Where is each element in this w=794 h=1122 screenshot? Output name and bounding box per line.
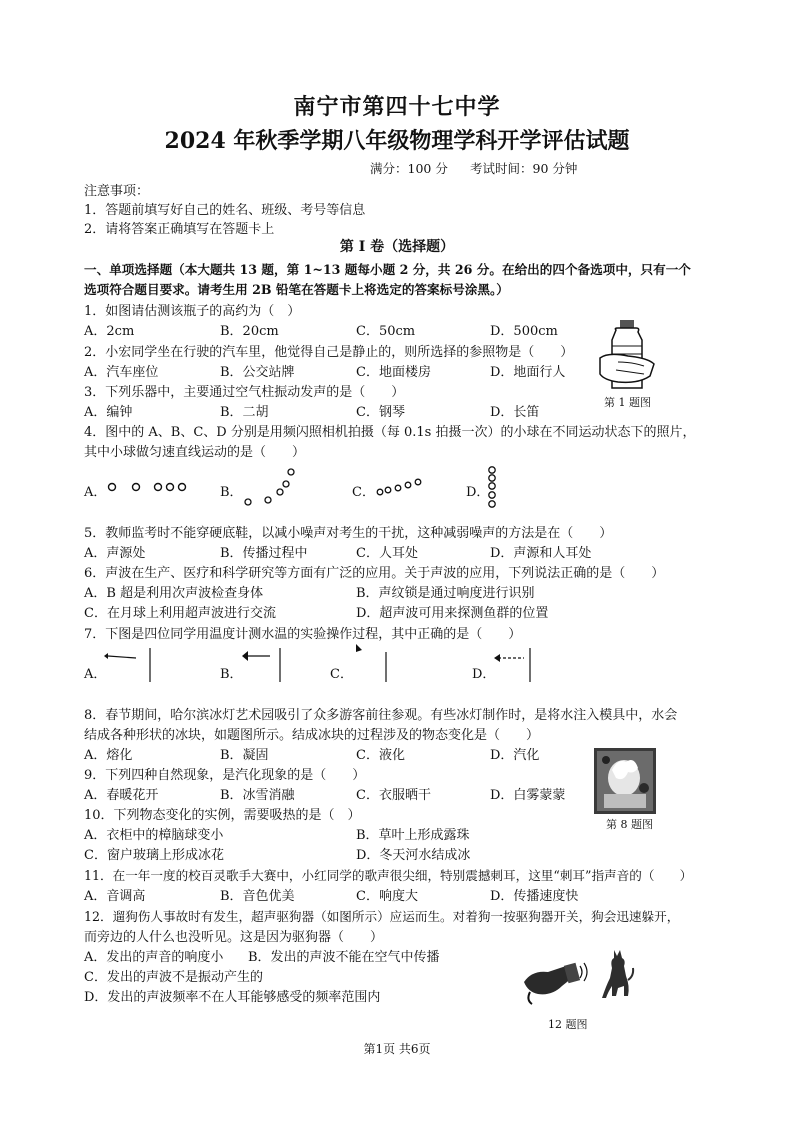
q10-option-c: C．窗户玻璃上形成冰花 <box>84 848 224 863</box>
q10-option-a: A．衣柜中的樟脑球变小 <box>84 828 224 843</box>
ice-lantern-photo <box>594 748 656 814</box>
q3-option-c: C．钢琴 <box>356 405 405 420</box>
q7-option-c-thermometer <box>350 640 400 686</box>
figure-8-caption: 第 8 题图 <box>606 818 653 831</box>
q7-option-a-thermometer <box>104 646 164 686</box>
q8-stem: 结成各种形状的冰块，如题图所示。结成冰块的过程涉及的物态变化是（ ） <box>84 728 540 743</box>
q3-option-a: A．编钟 <box>84 405 133 420</box>
figure-1-caption: 第 1 题图 <box>604 396 651 409</box>
q2-option-b: B．公交站牌 <box>220 365 295 380</box>
q1-option-d: D．500cm <box>490 324 558 339</box>
q5-option-c: C．人耳处 <box>356 546 418 561</box>
q2-stem: 2．小宏同学坐在行驶的汽车里，他觉得自己是静止的，则所选择的参照物是（ ） <box>84 345 574 360</box>
q4-option-c-figure <box>372 476 432 498</box>
q12-option-c: C．发出的声波不是振动产生的 <box>84 970 263 985</box>
q11-option-b: B．音色优美 <box>220 889 295 904</box>
q6-option-a: A．B 超是利用次声波检查身体 <box>84 586 264 601</box>
q1-option-c: C．50cm <box>356 324 416 339</box>
q3-option-d: D．长笛 <box>490 405 540 420</box>
q7-option-c: C． <box>330 667 353 682</box>
note-item: 1．答题前填写好自己的姓名、班级、考号等信息 <box>84 203 366 218</box>
q11-option-a: A．音调高 <box>84 889 146 904</box>
q3-option-b: B．二胡 <box>220 405 269 420</box>
bottle-hand-figure <box>598 318 668 394</box>
q4-option-c: C． <box>352 485 375 500</box>
q7-option-b: B． <box>220 667 243 682</box>
q1-option-a: A．2cm <box>84 324 135 339</box>
q9-option-a: A．春暖花开 <box>84 788 159 803</box>
q10-option-b: B．草叶上形成露珠 <box>356 828 470 843</box>
q12-stem: 而旁边的人什么也没听见。这是因为驱狗器（ ） <box>84 930 384 945</box>
q12-option-a: A．发出的声音的响度小 <box>84 950 224 965</box>
figure-12-caption: 12 题图 <box>548 1018 588 1031</box>
q4-option-d-figure <box>484 464 500 512</box>
page-number: 第1页 共6页 <box>363 1042 431 1056</box>
q8-option-a: A．熔化 <box>84 748 133 763</box>
q2-option-d: D．地面行人 <box>490 365 566 380</box>
q1-option-b: B．20cm <box>220 324 279 339</box>
notes-heading: 注意事项： <box>84 184 150 199</box>
q6-option-b: B．声纹锁是通过响度进行识别 <box>356 586 535 601</box>
q2-option-c: C．地面楼房 <box>356 365 431 380</box>
q11-option-d: D．传播速度快 <box>490 889 579 904</box>
q5-stem: 5．教师监考时不能穿硬底鞋，以减小噪声对考生的干扰，这种减弱噪声的方法是在（ ） <box>84 526 613 541</box>
q3-stem: 3．下列乐器中，主要通过空气柱振动发声的是（ ） <box>84 385 405 400</box>
section-title: 第 I 卷（选择题） <box>339 239 455 255</box>
q6-option-d: D．超声波可用来探测鱼群的位置 <box>356 606 549 621</box>
q7-option-d-thermometer <box>492 646 542 686</box>
q5-option-a: A．声源处 <box>84 546 146 561</box>
q11-option-c: C．响度大 <box>356 889 418 904</box>
q9-stem: 9．下列四种自然现象，是汽化现象的是（ ） <box>84 768 366 783</box>
section-instruction: 选项符合题目要求。请考生用 2B 铅笔在答题卡上将选定的答案标号涂黑。） <box>84 282 509 297</box>
q12-stem: 12．遛狗伤人事故时有发生，超声驱狗器（如图所示）应运而生。对着狗一按驱狗器开关，狗会迅速躲开， <box>84 909 680 924</box>
q10-option-d: D．冬天河水结成冰 <box>356 848 471 863</box>
q1-stem: 1．如图请估测该瓶子的高约为（ ） <box>84 304 301 319</box>
q4-option-b-figure <box>240 466 300 508</box>
q4-stem: 4．图中的 A、B、C、D 分别是用频闪照相机拍摄（每 0.1s 拍摄一次）的小球在不同运动状态下的照片， <box>84 425 696 440</box>
q5-option-b: B．传播过程中 <box>220 546 308 561</box>
dog-repeller-device <box>522 956 592 1006</box>
q12-option-b: B．发出的声波不能在空气中传播 <box>248 950 440 965</box>
q7-option-b-thermometer <box>240 646 300 686</box>
q9-option-d: D．白雾蒙蒙 <box>490 788 566 803</box>
q8-stem: 8．春节期间，哈尔滨冰灯艺术园吸引了众多游客前往参观。有些冰灯制作时，是将水注入模具中，水会 <box>84 708 678 723</box>
q6-stem: 6．声波在生产、医疗和科学研究等方面有广泛的应用。关于声波的应用，下列说法正确的是（ ） <box>84 566 665 581</box>
q11-stem: 11．在一年一度的校百灵歌手大赛中，小红同学的歌声很尖细，特别震撼刺耳，这里“刺耳”指声音的（ ） <box>84 868 693 883</box>
q12-option-d: D．发出的声波频率不在人耳能够感受的频率范围内 <box>84 990 381 1005</box>
note-item: 2．请将答案正确填写在答题卡上 <box>84 222 275 237</box>
q8-option-c: C．液化 <box>356 748 405 763</box>
q7-stem: 7．下图是四位同学用温度计测水温的实验操作过程，其中正确的是（ ） <box>84 627 522 642</box>
q4-option-a-figure <box>106 478 196 498</box>
q9-option-b: B．冰雪消融 <box>220 788 295 803</box>
q4-option-a: A． <box>84 485 107 500</box>
q7-option-d: D． <box>472 667 496 682</box>
full-score: 满分：100 分 <box>370 161 448 176</box>
q4-option-b: B． <box>220 485 243 500</box>
q8-option-b: B．凝固 <box>220 748 269 763</box>
q4-stem: 其中小球做匀速直线运动的是（ ） <box>84 445 306 460</box>
q10-stem: 10．下列物态变化的实例，需要吸热的是（ ） <box>84 808 361 823</box>
section-instruction: 一、单项选择题（本大题共 13 题，第 1~13 题每小题 2 分，共 26 分。在给出的四个备选项中，只有一个 <box>84 262 691 277</box>
q2-option-a: A．汽车座位 <box>84 365 159 380</box>
q6-option-c: C．在月球上利用超声波进行交流 <box>84 606 276 621</box>
school-name: 南宁市第四十七中学 <box>293 94 501 120</box>
q4-option-d: D． <box>466 485 490 500</box>
q8-option-d: D．汽化 <box>490 748 540 763</box>
q9-option-c: C．衣服晒干 <box>356 788 431 803</box>
exam-time: 考试时间：90 分钟 <box>470 161 578 176</box>
q7-option-a: A． <box>84 667 107 682</box>
q5-option-d: D．声源和人耳处 <box>490 546 592 561</box>
exam-title: 2024 年秋季学期八年级物理学科开学评估试题 <box>164 128 630 154</box>
dog-figure <box>600 946 636 1000</box>
